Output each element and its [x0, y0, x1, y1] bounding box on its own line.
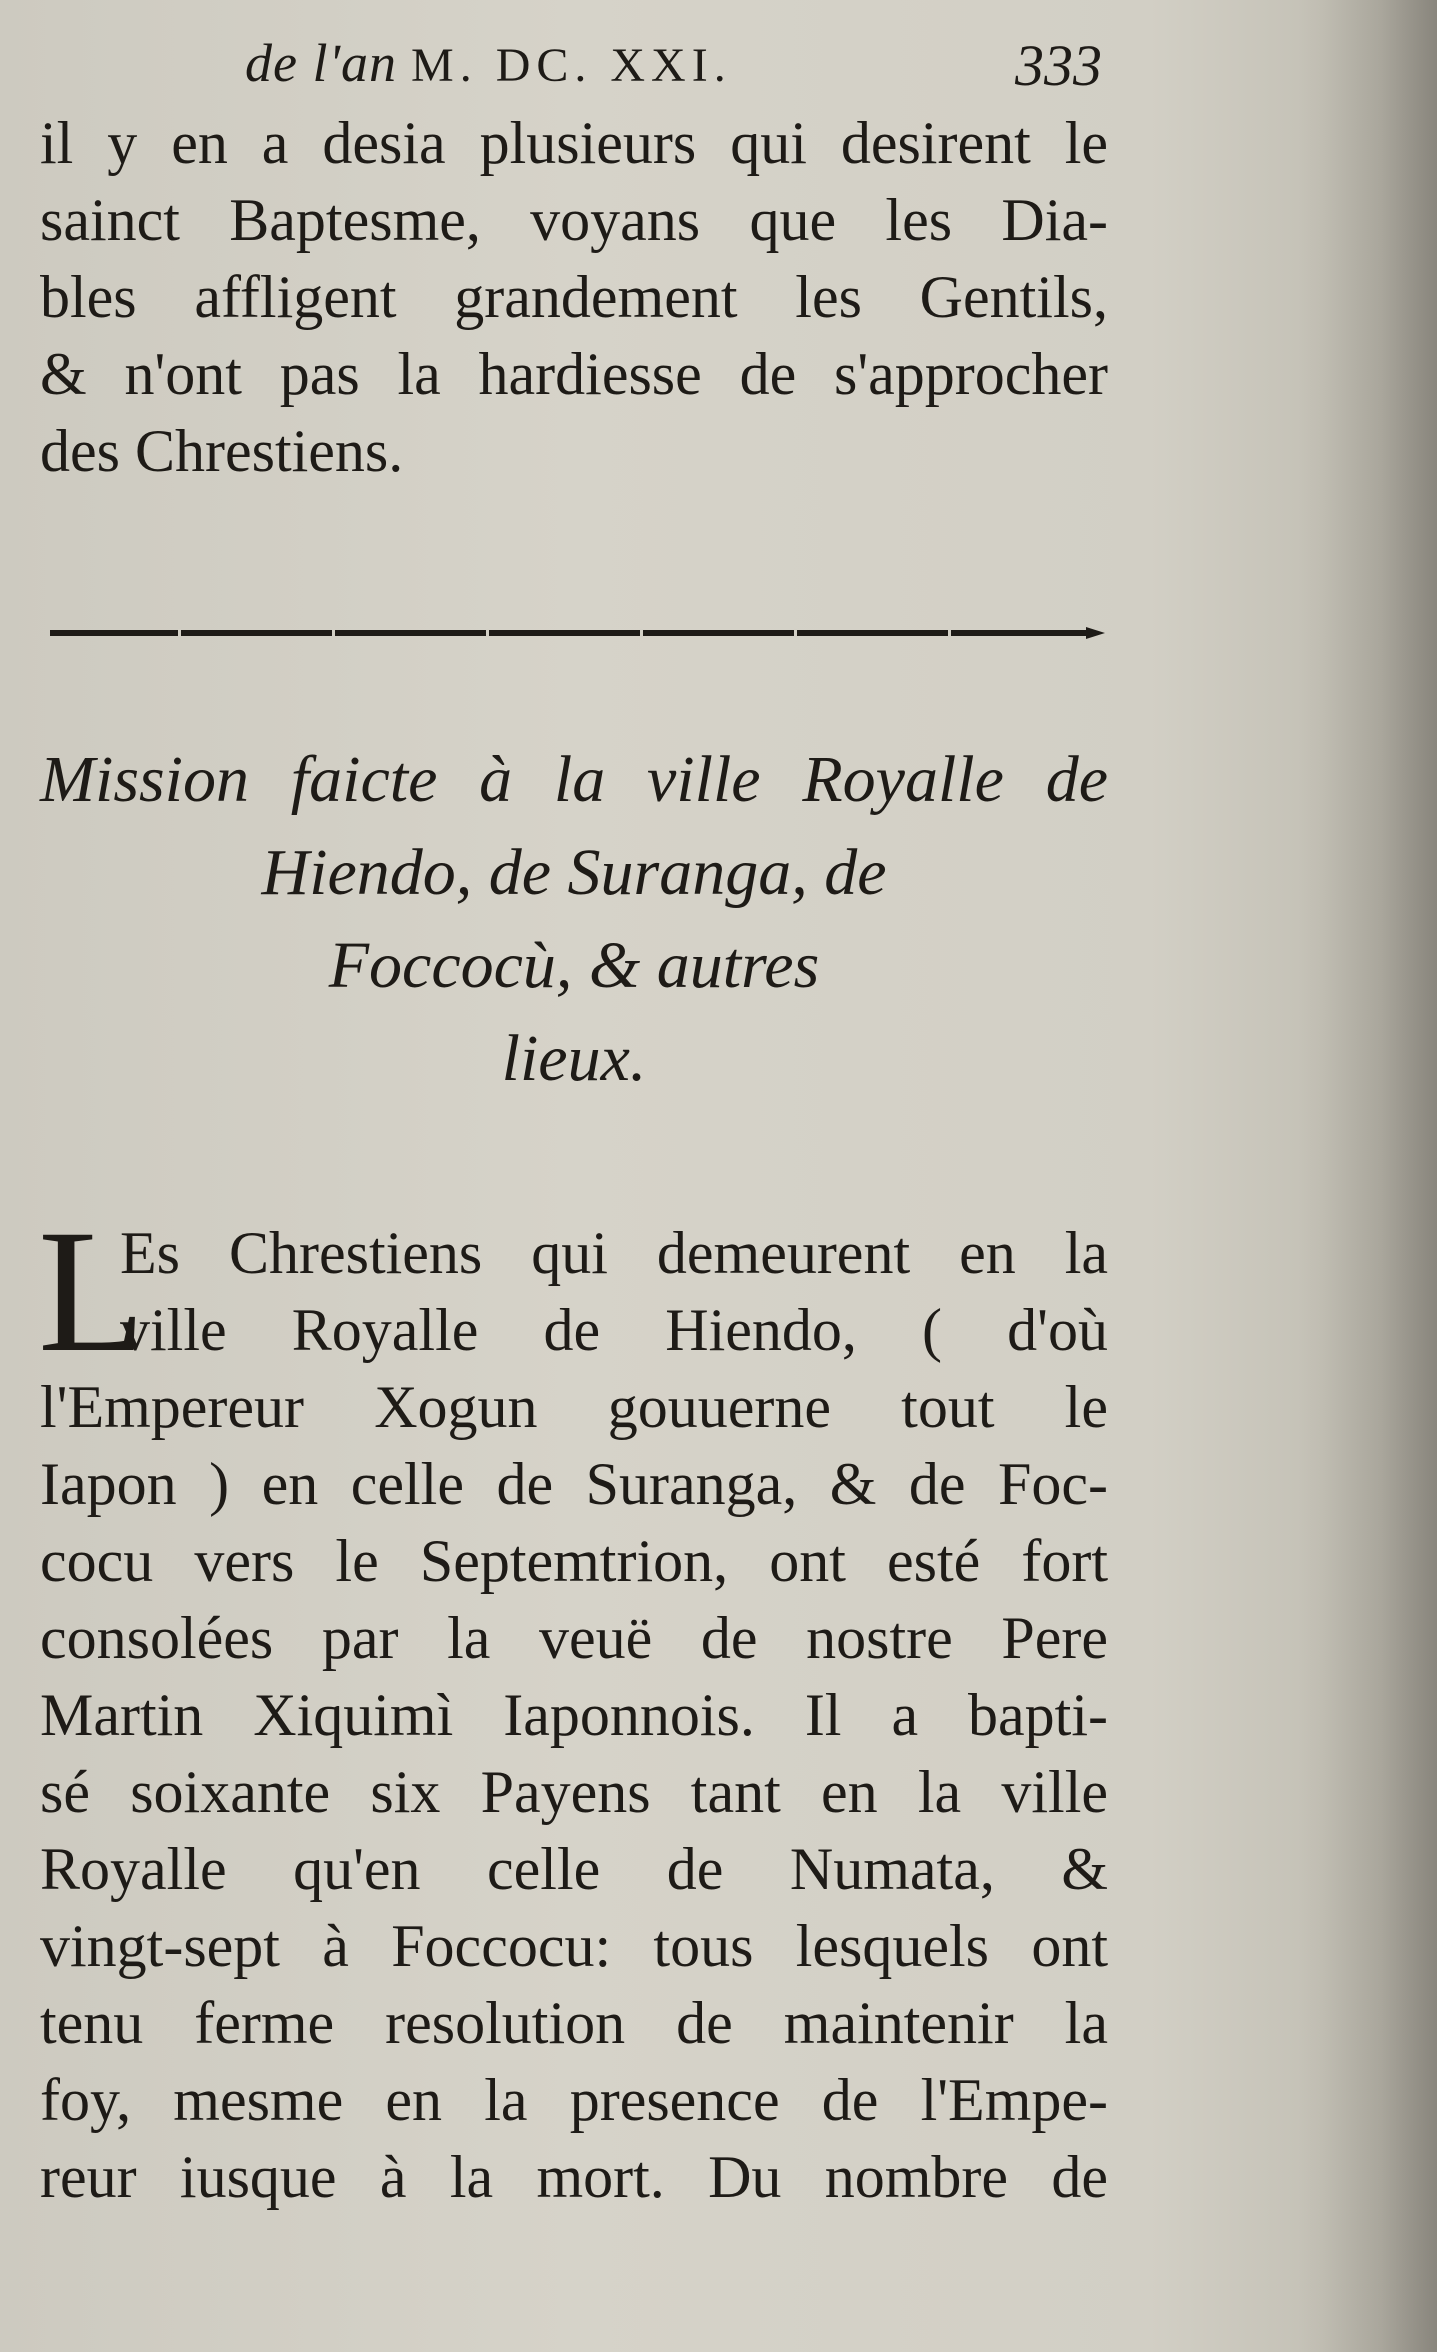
page-edge-shadow: [1297, 0, 1437, 2352]
heading-line: lieux.: [501, 1022, 647, 1095]
running-head-title-caps: M. DC. XXI.: [411, 39, 732, 92]
text-line: Royalle qu'en celle de Numata, &: [40, 1836, 1108, 1902]
text-line: ville Royalle de Hiendo, ( d'où: [120, 1297, 1108, 1363]
heading-line: Foccocù, & autres: [328, 929, 820, 1002]
body-paragraph: [40, 1215, 1108, 2216]
running-head-title-italic: de l'an: [245, 33, 398, 93]
text-line: sainct Baptesme, voyans que les Dia-: [40, 187, 1108, 253]
text-line: vingt-sept à Foccocu: tous lesquels ont: [40, 1913, 1108, 1979]
drop-cap: L: [38, 1194, 146, 1389]
text-line: Iapon ) en celle de Suranga, & de Foc-: [40, 1451, 1108, 1517]
ornamental-rule: [50, 626, 1105, 640]
text-line: & n'ont pas la hardiesse de s'approcher: [40, 341, 1108, 407]
running-head-title: [245, 32, 732, 94]
text-line: cocu vers le Septemtrion, ont esté fort: [40, 1528, 1108, 1594]
text-line: reur iusque à la mort. Du nombre de: [40, 2144, 1108, 2210]
text-line: Martin Xiquimì Iaponnois. Il a bapti-: [40, 1682, 1108, 1748]
text-line: foy, mesme en la presence de l'Empe-: [40, 2067, 1108, 2133]
text-line: des Chrestiens.: [40, 418, 404, 484]
text-line: Es Chrestiens qui demeurent en la: [120, 1220, 1108, 1286]
text-line: consolées par la veuë de nostre Pere: [40, 1605, 1108, 1671]
text-line: il y en a desia plusieurs qui desirent le: [40, 110, 1108, 176]
text-line: bles affligent grandement les Gentils,: [40, 264, 1108, 330]
heading-line: Hiendo, de Suranga, de: [261, 836, 887, 909]
text-line: sé soixante six Payens tant en la ville: [40, 1759, 1108, 1825]
page-number: 333: [1015, 33, 1102, 98]
running-head: [40, 32, 1100, 102]
top-paragraph: [40, 105, 1108, 490]
heading-line: Mission faicte à la ville Royalle de: [40, 743, 1108, 816]
section-heading: [40, 733, 1108, 1105]
text-line: tenu ferme resolution de maintenir la: [40, 1990, 1108, 2056]
text-line: l'Empereur Xogun gouuerne tout le: [40, 1374, 1108, 1440]
